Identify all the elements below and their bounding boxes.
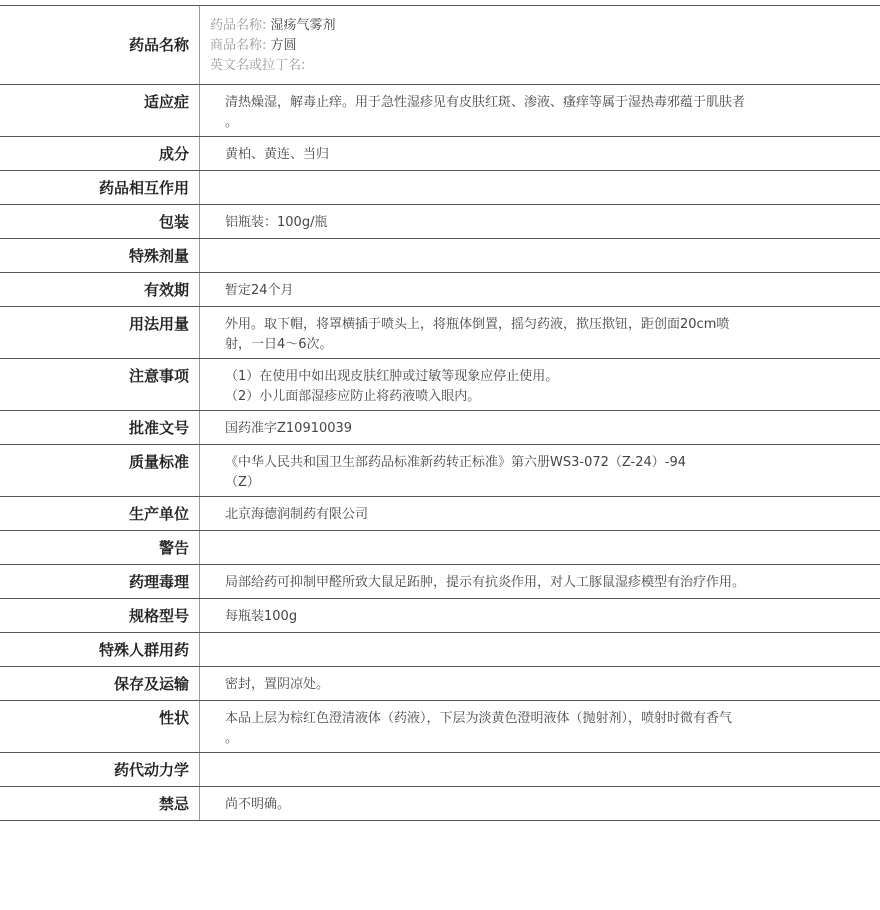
label-ingredients: 成分 xyxy=(0,137,200,170)
generic-name-line: 药品名称: 湿疡气雾剂 xyxy=(210,18,336,33)
value-storage xyxy=(200,667,880,700)
label-pharmacology: 药理毒理 xyxy=(0,565,200,598)
value-manufacturer xyxy=(200,497,880,530)
trade-name-line: 商品名称: 方圆 xyxy=(210,38,297,53)
drug-info-table xyxy=(0,5,880,821)
value-line: 清热燥湿，解毒止痒。用于急性湿疹见有皮肤红斑、渗液、瘙痒等属于湿热毒邪蕴于肌肤者 xyxy=(225,95,746,110)
label-special-dosage: 特殊剂量 xyxy=(0,239,200,272)
row-usage xyxy=(0,307,880,359)
value-indications xyxy=(200,85,880,136)
label-usage: 用法用量 xyxy=(0,307,200,358)
value-usage xyxy=(200,307,880,358)
value-pharmacology xyxy=(200,565,880,598)
row-precautions xyxy=(0,359,880,411)
label-package: 包装 xyxy=(0,205,200,238)
value-line: 暂定24个月 xyxy=(225,283,294,298)
value-precautions xyxy=(200,359,880,410)
value-line: 尚不明确。 xyxy=(225,797,291,812)
value-drug-name xyxy=(200,6,880,84)
label-drug-name: 药品名称 xyxy=(0,6,200,84)
label-approval-number: 批准文号 xyxy=(0,411,200,444)
latin-name-line: 英文名或拉丁名: xyxy=(210,58,306,73)
label-precautions: 注意事项 xyxy=(0,359,200,410)
row-interactions xyxy=(0,171,880,205)
label-contraindications: 禁忌 xyxy=(0,787,200,820)
row-indications xyxy=(0,85,880,137)
value-special-populations xyxy=(200,633,880,666)
value-shelf-life xyxy=(200,273,880,306)
row-storage xyxy=(0,667,880,701)
label-quality-standard: 质量标准 xyxy=(0,445,200,496)
value-line: 本品上层为棕红色澄清液体（药液），下层为淡黄色澄明液体（抛射剂），喷射时微有香气 xyxy=(225,711,733,726)
row-contraindications xyxy=(0,787,880,821)
value-line: 局部给药可抑制甲醛所致大鼠足跖肿，提示有抗炎作用，对人工豚鼠湿疹模型有治疗作用。 xyxy=(225,575,746,590)
value-special-dosage xyxy=(200,239,880,272)
value-line: （Z） xyxy=(225,475,260,490)
label-warning: 警告 xyxy=(0,531,200,564)
value-quality-standard xyxy=(200,445,880,496)
value-ingredients xyxy=(200,137,880,170)
label-shelf-life: 有效期 xyxy=(0,273,200,306)
value-line: 铝瓶装：100g/瓶 xyxy=(225,215,328,230)
row-shelf-life xyxy=(0,273,880,307)
value-line: 每瓶装100g xyxy=(225,609,298,624)
value-line: 黄柏、黄连、当归 xyxy=(225,147,330,162)
value-line: 。 xyxy=(225,731,239,746)
value-interactions xyxy=(200,171,880,204)
label-storage: 保存及运输 xyxy=(0,667,200,700)
value-specification xyxy=(200,599,880,632)
row-approval-number xyxy=(0,411,880,445)
row-specification xyxy=(0,599,880,633)
label-indications: 适应症 xyxy=(0,85,200,136)
value-contraindications xyxy=(200,787,880,820)
label-special-populations: 特殊人群用药 xyxy=(0,633,200,666)
label-interactions: 药品相互作用 xyxy=(0,171,200,204)
row-manufacturer xyxy=(0,497,880,531)
value-line: （1）在使用中如出现皮肤红肿或过敏等现象应停止使用。 xyxy=(225,369,559,384)
value-approval-number xyxy=(200,411,880,444)
value-line: 密封，置阴凉处。 xyxy=(225,677,330,692)
row-special-populations xyxy=(0,633,880,667)
value-line: 。 xyxy=(225,115,239,130)
value-line: 北京海德润制药有限公司 xyxy=(225,507,369,522)
row-drug-name xyxy=(0,6,880,85)
label-pharmacokinetics: 药代动力学 xyxy=(0,753,200,786)
value-line: 射，一日4～6次。 xyxy=(225,337,333,352)
value-warning xyxy=(200,531,880,564)
value-line: （2）小儿面部湿疹应防止将药液喷入眼内。 xyxy=(225,389,481,404)
row-ingredients xyxy=(0,137,880,171)
row-package xyxy=(0,205,880,239)
row-pharmacology xyxy=(0,565,880,599)
value-line: 国药准字Z10910039 xyxy=(225,421,353,436)
row-appearance xyxy=(0,701,880,753)
row-pharmacokinetics xyxy=(0,753,880,787)
value-line: 外用。取下帽，将罩横插于喷头上，将瓶体倒置，摇匀药液，揿压揿钮，距创面20cm喷 xyxy=(225,317,730,332)
value-pharmacokinetics xyxy=(200,753,880,786)
label-specification: 规格型号 xyxy=(0,599,200,632)
row-quality-standard xyxy=(0,445,880,497)
value-line: 《中华人民共和国卫生部药品标准新药转正标准》第六册WS3-072（Z-24）-94 xyxy=(225,455,687,470)
row-special-dosage xyxy=(0,239,880,273)
value-appearance xyxy=(200,701,880,752)
label-manufacturer: 生产单位 xyxy=(0,497,200,530)
row-warning xyxy=(0,531,880,565)
label-appearance: 性状 xyxy=(0,701,200,752)
value-package xyxy=(200,205,880,238)
